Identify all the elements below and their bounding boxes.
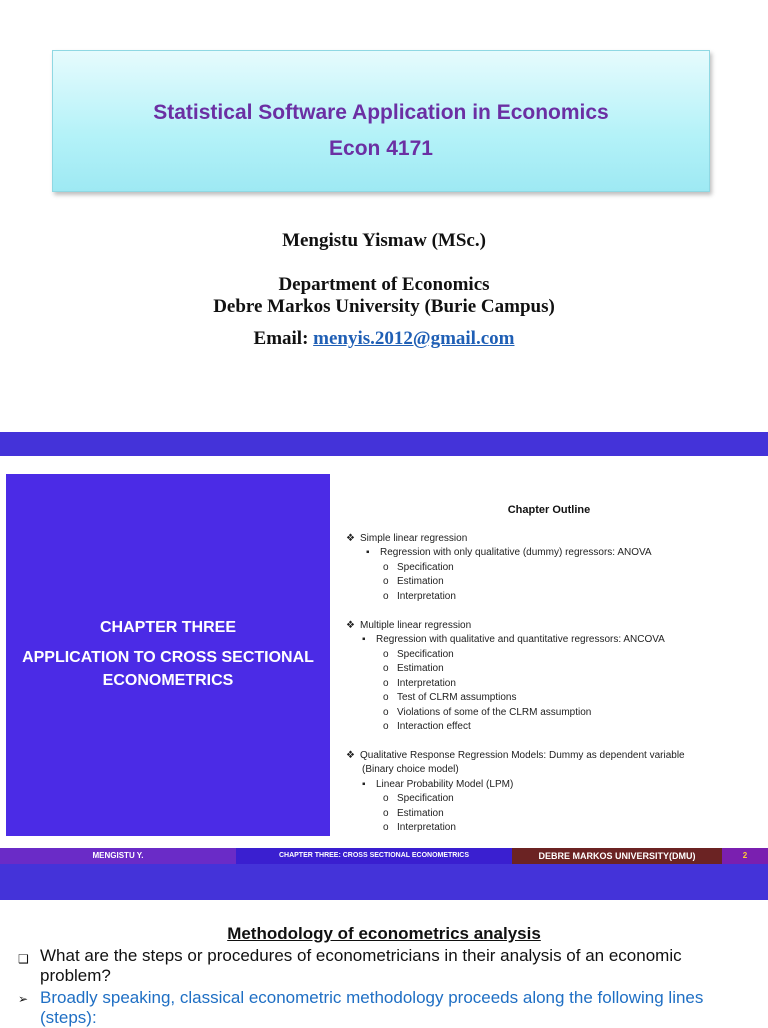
outline-item: o Violations of some of the CLRM assumption	[383, 706, 591, 721]
email-label: Email:	[253, 328, 309, 349]
title-slide	[0, 0, 768, 432]
course-title: Statistical Software Application in Economics	[153, 101, 609, 124]
circle-bullet-icon: o	[383, 562, 389, 573]
outline-title: Chapter Outline	[507, 504, 591, 516]
author-name: Mengistu Yismaw (MSc.)	[282, 230, 486, 251]
chapter-title-2: ECONOMETRICS	[102, 672, 234, 689]
circle-bullet-icon: o	[383, 576, 389, 587]
slide-divider	[0, 432, 768, 456]
circle-bullet-icon: o	[383, 692, 389, 703]
circle-bullet-icon: o	[383, 663, 389, 674]
square-outline-bullet-icon: ❑	[18, 952, 29, 966]
footer-university: DEBRE MARKOS UNIVERSITY(DMU)	[512, 848, 722, 864]
outline-item: ▪ Regression with only qualitative (dummy) regressors: ANOVA	[366, 546, 652, 561]
outline-item: o Interpretation	[383, 821, 456, 836]
answer-line-2: (steps):	[40, 1008, 97, 1027]
email-link[interactable]: menyis.2012@gmail.com	[313, 328, 515, 349]
outline-item: o Interaction effect	[383, 720, 471, 735]
outline-item: o Specification	[383, 561, 454, 576]
outline-item: ❖ Simple linear regression	[346, 532, 467, 547]
chapter-panel	[6, 474, 330, 836]
outline-item: o Interpretation	[383, 590, 456, 605]
square-bullet-icon: ▪	[362, 634, 366, 645]
circle-bullet-icon: o	[383, 721, 389, 732]
diamond-bullet-icon: ❖	[346, 750, 355, 761]
outline-item: o Interpretation	[383, 677, 456, 692]
slide-divider	[0, 864, 768, 900]
outline-item-continued: (Binary choice model)	[362, 764, 459, 775]
circle-bullet-icon: o	[383, 591, 389, 602]
question-line-2: problem?	[40, 966, 111, 985]
outline-item: ▪ Linear Probability Model (LPM)	[362, 778, 513, 793]
diamond-bullet-icon: ❖	[346, 533, 355, 544]
footer-page-number: 2	[722, 848, 768, 864]
outline-item: o Estimation	[383, 807, 444, 822]
university: Debre Markos University (Burie Campus)	[213, 296, 555, 317]
slide-footer	[0, 848, 768, 864]
question-line-1: What are the steps or procedures of econometricians in their analysis of an economic	[40, 946, 682, 965]
outline-item: o Specification	[383, 792, 454, 807]
chapter-label: CHAPTER THREE	[99, 619, 236, 636]
outline-item: o Test of CLRM assumptions	[383, 691, 517, 706]
square-bullet-icon: ▪	[366, 547, 370, 558]
diamond-bullet-icon: ❖	[346, 620, 355, 631]
circle-bullet-icon: o	[383, 808, 389, 819]
methodology-slide	[0, 900, 768, 1027]
chapter-slide	[0, 456, 768, 864]
answer-line-1: Broadly speaking, classical econometric methodology proceeds along the following lines	[40, 988, 704, 1007]
circle-bullet-icon: o	[383, 822, 389, 833]
circle-bullet-icon: o	[383, 793, 389, 804]
outline-item: o Specification	[383, 648, 454, 663]
department: Department of Economics	[278, 274, 490, 295]
methodology-title: Methodology of econometrics analysis	[227, 924, 541, 943]
footer-author: MENGISTU Y.	[0, 848, 236, 864]
outline-item: o Estimation	[383, 662, 444, 677]
circle-bullet-icon: o	[383, 707, 389, 718]
outline-item: ❖ Qualitative Response Regression Models: Dummy as dependent variable	[346, 749, 685, 764]
outline-item: o Estimation	[383, 575, 444, 590]
chapter-title-1: APPLICATION TO CROSS SECTIONAL	[22, 649, 314, 666]
outline-item: ▪ Regression with qualitative and quantitative regressors: ANCOVA	[362, 633, 665, 648]
title-box	[52, 50, 710, 192]
outline-item: ❖ Multiple linear regression	[346, 619, 471, 634]
email-line	[0, 328, 768, 350]
square-bullet-icon: ▪	[362, 779, 366, 790]
circle-bullet-icon: o	[383, 678, 389, 689]
arrow-bullet-icon: ➢	[18, 992, 29, 1006]
circle-bullet-icon: o	[383, 649, 389, 660]
footer-chapter: CHAPTER THREE: CROSS SECTIONAL ECONOMETRICS	[236, 848, 512, 864]
course-code: Econ 4171	[329, 137, 433, 160]
